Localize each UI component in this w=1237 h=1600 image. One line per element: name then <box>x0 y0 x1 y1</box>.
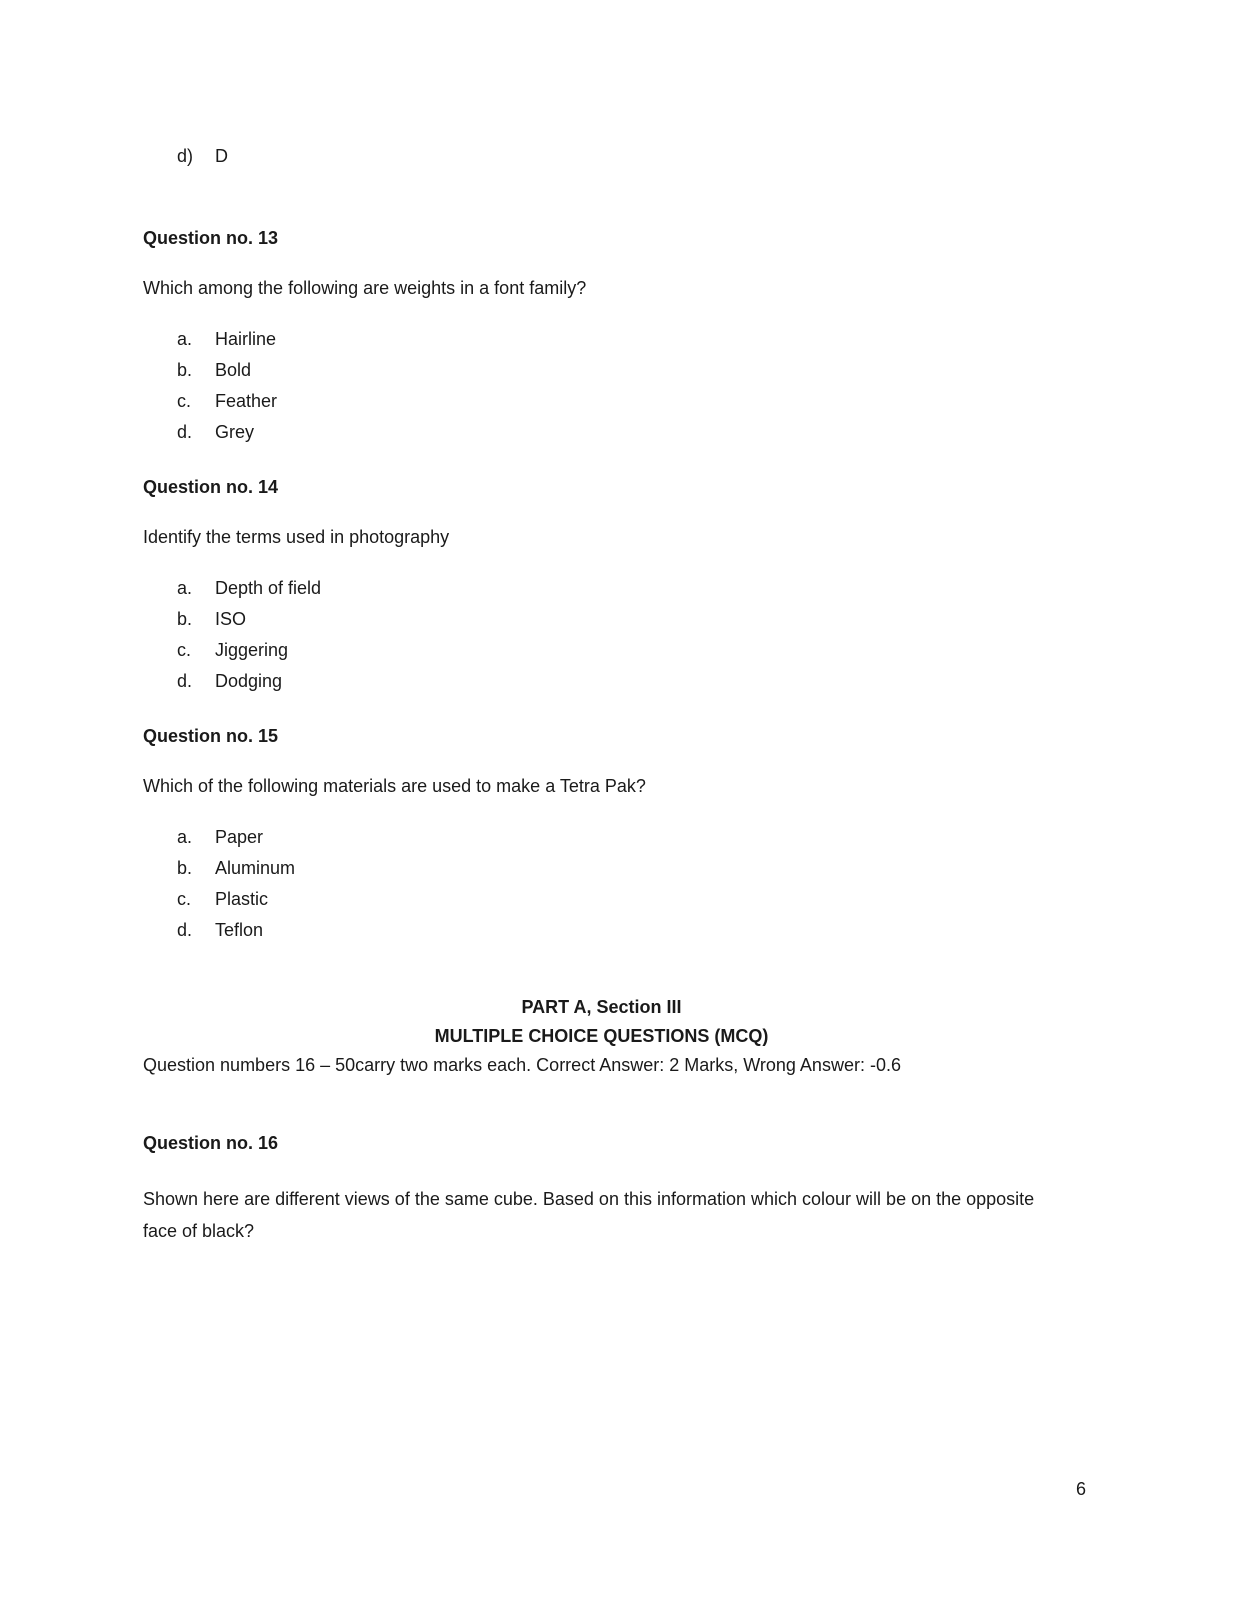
option-row <box>177 666 1060 697</box>
question-13-heading: Question no. 13 <box>143 228 279 248</box>
option-row <box>177 884 1060 915</box>
question-13-options <box>143 324 1060 448</box>
option-marker: b. <box>177 360 193 380</box>
option-text: Hairline <box>215 329 277 349</box>
option-row <box>177 915 1060 946</box>
section-title-line1: PART A, Section III <box>521 997 682 1017</box>
option-marker: d. <box>177 422 193 442</box>
section-marking-note: Question numbers 16 – 50carry two marks each. Correct Answer: 2 Marks, Wrong Answer: -0.6 <box>143 1055 901 1075</box>
option-text: Grey <box>215 422 255 442</box>
question-16-prompt: Shown here are different views of the same cube. Based on this information which colour will be on the opposite face of black? <box>143 1189 1035 1241</box>
option-marker: a. <box>177 329 193 349</box>
option-row <box>177 573 1060 604</box>
question-14-prompt: Identify the terms used in photography <box>143 527 450 547</box>
question-16-heading: Question no. 16 <box>143 1133 279 1153</box>
option-text: ISO <box>215 609 247 629</box>
option-text: D <box>215 146 228 166</box>
question-14-options <box>143 573 1060 697</box>
section-header <box>143 993 1060 1051</box>
option-marker: c. <box>177 391 192 411</box>
question-15-options <box>143 822 1060 946</box>
option-marker: c. <box>177 640 192 660</box>
option-text: Jiggering <box>215 640 289 660</box>
option-text: Teflon <box>215 920 264 940</box>
section-title-line2: MULTIPLE CHOICE QUESTIONS (MCQ) <box>434 1026 769 1046</box>
option-row <box>177 635 1060 666</box>
option-marker: a. <box>177 827 193 847</box>
option-text: Depth of field <box>215 578 322 598</box>
option-row <box>177 417 1060 448</box>
option-marker: a. <box>177 578 193 598</box>
option-row <box>177 355 1060 386</box>
option-marker: b. <box>177 609 193 629</box>
option-text: Dodging <box>215 671 283 691</box>
option-marker: b. <box>177 858 193 878</box>
option-text: Aluminum <box>215 858 296 878</box>
option-row <box>177 822 1060 853</box>
option-text: Paper <box>215 827 264 847</box>
page-number: 6 <box>1076 1479 1087 1499</box>
option-row <box>177 386 1060 417</box>
question-15-heading: Question no. 15 <box>143 726 279 746</box>
option-row <box>177 324 1060 355</box>
document-content <box>0 145 1237 1247</box>
question-14-heading: Question no. 14 <box>143 477 279 497</box>
carryover-option-row <box>143 145 1060 167</box>
option-marker: d. <box>177 920 193 940</box>
option-text: Feather <box>215 391 278 411</box>
option-marker: c. <box>177 889 192 909</box>
option-row <box>177 853 1060 884</box>
option-row <box>177 604 1060 635</box>
option-marker: d) <box>177 146 194 166</box>
option-text: Bold <box>215 360 252 380</box>
option-marker: d. <box>177 671 193 691</box>
option-text: Plastic <box>215 889 269 909</box>
question-15-prompt: Which of the following materials are used to make a Tetra Pak? <box>143 776 646 796</box>
question-13-prompt: Which among the following are weights in a font family? <box>143 278 587 298</box>
